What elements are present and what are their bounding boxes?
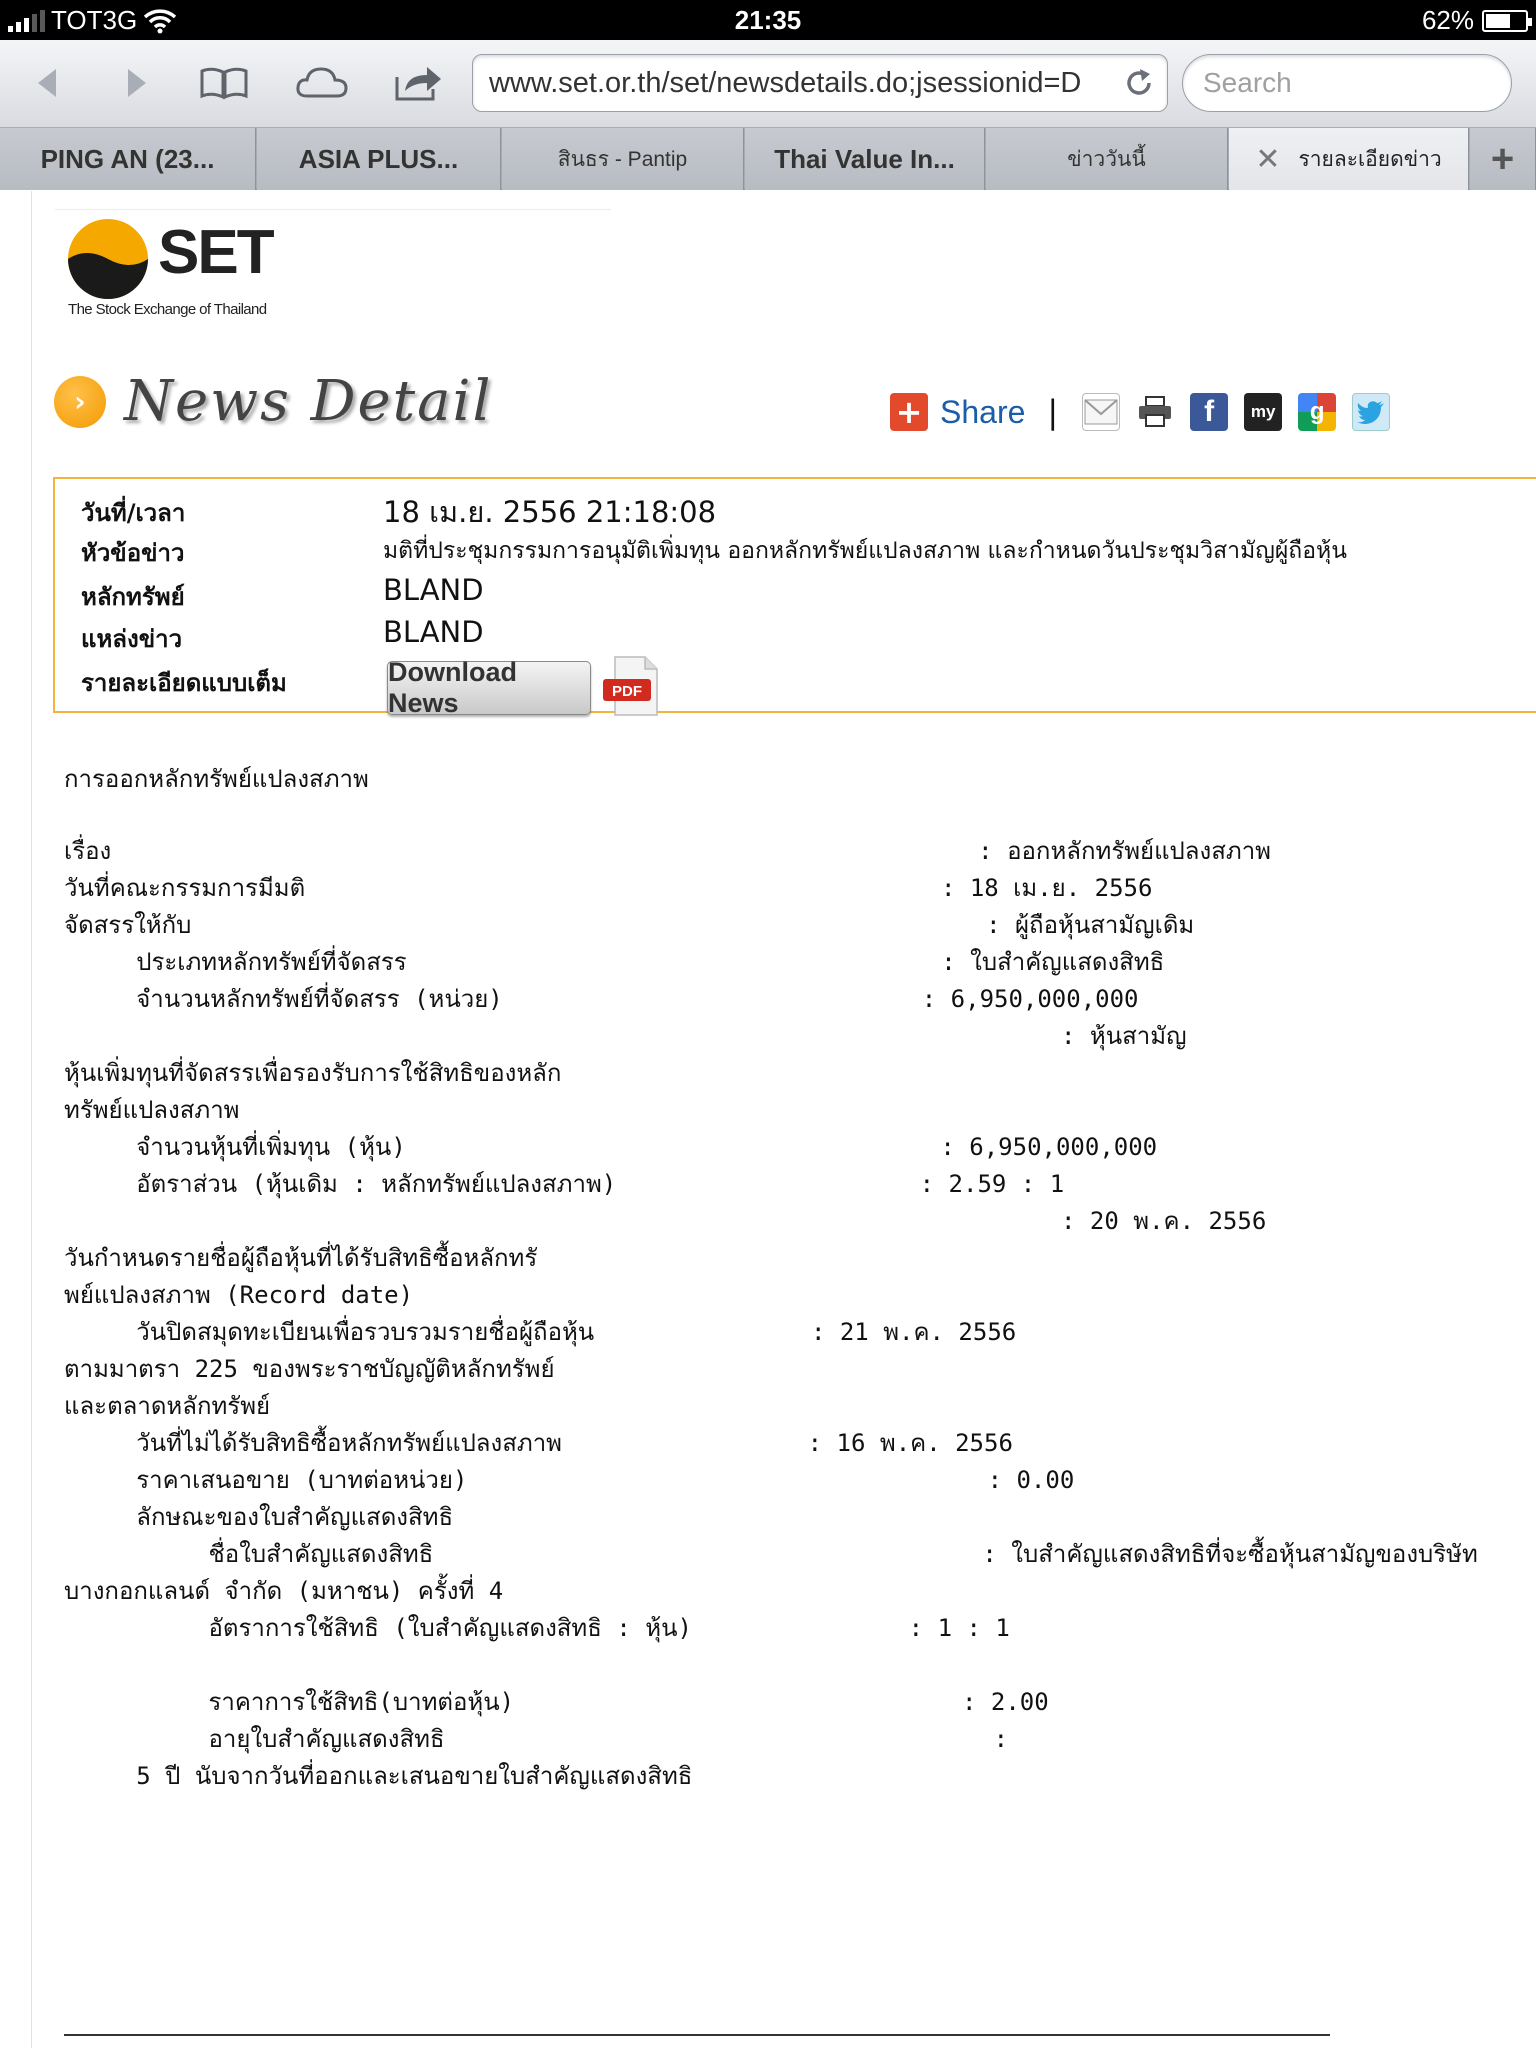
info-value: BLAND: [383, 615, 484, 649]
share-bar: [890, 393, 1398, 431]
email-icon[interactable]: [1082, 393, 1120, 431]
body-line: วันที่ไม่ได้รับสิทธิซื้อหลักทรัพย์แปลงสภาพ : 16 พ.ค. 2556: [64, 1429, 1013, 1457]
body-line: บางกอกแลนด์ จำกัด (มหาชน) ครั้งที่ 4: [64, 1577, 504, 1605]
info-value: 18 เม.ย. 2556 21:18:08: [383, 495, 717, 529]
body-line: วันกำหนดรายชื่อผู้ถือหุ้นที่ได้รับสิทธิซื้อหลักทรั: [64, 1244, 538, 1272]
page-title: › News Detail: [54, 369, 492, 434]
print-icon[interactable]: [1136, 393, 1174, 431]
tab-bar: [0, 128, 1536, 190]
close-tab-icon[interactable]: ✕: [1255, 142, 1281, 176]
body-line: ชื่อใบสำคัญแสดงสิทธิ : ใบสำคัญแสดงสิทธิที่จะซื้อหุ้นสามัญของบริษัท: [64, 1540, 1478, 1568]
info-label: วันที่/เวลา: [81, 499, 186, 527]
share-separator: |: [1047, 393, 1059, 431]
status-bar: [0, 0, 1536, 40]
battery-area: [1422, 5, 1528, 36]
body-line: อัตราส่วน (หุ้นเดิม : หลักทรัพย์แปลงสภาพ) : 2.59 : 1: [64, 1170, 1065, 1198]
body-line: จัดสรรให้กับ : ผู้ถือหุ้นสามัญเดิม: [64, 911, 1195, 939]
set-logo[interactable]: [66, 217, 316, 327]
body-line: ประเภทหลักทรัพย์ที่จัดสรร : ใบสำคัญแสดงสิทธิ: [64, 948, 1165, 976]
forward-icon[interactable]: [108, 58, 164, 108]
info-label: หลักทรัพย์: [81, 583, 185, 611]
body-line: : หุ้นสามัญ: [64, 1022, 1187, 1050]
tab-news-detail[interactable]: ✕ รายละเอียดข่าว: [1229, 128, 1469, 190]
download-news-button[interactable]: Download News: [387, 661, 591, 715]
carrier-name: TOT3G: [51, 5, 138, 35]
body-line: จำนวนหุ้นที่เพิ่มทุน (หุ้น) : 6,950,000,000: [64, 1133, 1158, 1161]
back-icon[interactable]: [20, 58, 76, 108]
body-line: ทรัพย์แปลงสภาพ: [64, 1096, 240, 1124]
body-line: และตลาดหลักทรัพย์: [64, 1392, 271, 1420]
share-plus-icon[interactable]: +: [890, 393, 928, 431]
tab-thai-value[interactable]: Thai Value In...: [745, 128, 985, 190]
bookmarks-icon[interactable]: [196, 58, 252, 108]
news-info-box: [53, 477, 1536, 718]
browser-toolbar: [0, 40, 1536, 128]
body-line: อายุใบสำคัญแสดงสิทธิ :: [64, 1725, 1009, 1753]
divider: [55, 209, 611, 210]
share-link[interactable]: Share: [940, 393, 1026, 430]
google-icon[interactable]: g: [1298, 393, 1336, 431]
new-tab-button[interactable]: +: [1470, 128, 1536, 190]
set-logo-mark-icon: [66, 217, 150, 301]
body-line: ราคาเสนอขาย (บาทต่อหน่วย) : 0.00: [64, 1466, 1075, 1494]
body-line: อัตราการใช้สิทธิ (ใบสำคัญแสดงสิทธิ : หุ้น) : 1 : 1: [64, 1614, 1010, 1642]
body-line: ราคาการใช้สิทธิ(บาทต่อหุ้น) : 2.00: [64, 1688, 1049, 1716]
set-tagline: The Stock Exchange of Thailand: [68, 301, 267, 318]
search-input[interactable]: Search: [1182, 54, 1512, 112]
info-value: BLAND: [383, 573, 484, 607]
share-sheet-icon[interactable]: [390, 58, 446, 108]
pdf-icon[interactable]: [601, 655, 663, 717]
tab-ping-an[interactable]: PING AN (23...: [0, 128, 256, 190]
info-label: หัวข้อข่าว: [81, 539, 185, 567]
body-line: หุ้นเพิ่มทุนที่จัดสรรเพื่อรองรับการใช้สิทธิของหลัก: [64, 1059, 562, 1087]
body-line: การออกหลักทรัพย์แปลงสภาพ: [64, 765, 369, 793]
info-label: รายละเอียดแบบเต็ม: [81, 669, 287, 697]
clock: 21:35: [734, 5, 802, 35]
icloud-icon[interactable]: [294, 58, 350, 108]
body-line: 5 ปี นับจากวันที่ออกและเสนอขายใบสำคัญแสดงสิทธิ: [64, 1762, 693, 1790]
body-line: จำนวนหลักทรัพย์ที่จัดสรร (หน่วย) : 6,950,000,000: [64, 985, 1139, 1013]
tab-asia-plus[interactable]: ASIA PLUS...: [257, 128, 501, 190]
address-bar[interactable]: [472, 54, 1168, 112]
battery-percent: 62%: [1421, 5, 1474, 35]
body-line: เรื่อง : ออกหลักทรัพย์แปลงสภาพ: [64, 837, 1271, 865]
twitter-icon[interactable]: [1352, 393, 1390, 431]
reload-icon[interactable]: [1121, 65, 1157, 101]
set-wordmark: SET: [158, 218, 273, 287]
info-label: แหล่งข่าว: [81, 625, 183, 653]
body-line: วันที่คณะกรรมการมีมติ : 18 เม.ย. 2556: [64, 874, 1153, 902]
info-value: มติที่ประชุมกรรมการอนุมัติเพิ่มทุน ออกหลักทรัพย์แปลงสภาพ และกำหนดวันประชุมวิสามัญผู้ถือหุ้น: [383, 538, 1347, 564]
arrow-bullet-icon: ›: [54, 376, 106, 428]
body-line: : 20 พ.ค. 2556: [64, 1207, 1267, 1235]
pdf-label: PDF: [612, 683, 642, 700]
body-line: พย์แปลงสภาพ (Record date): [64, 1281, 414, 1309]
tab-pantip[interactable]: สินธร - Pantip: [502, 128, 744, 190]
battery-icon: [1482, 10, 1528, 32]
body-line: วันปิดสมุดทะเบียนเพื่อรวบรวมรายชื่อผู้ถือหุ้น : 21 พ.ค. 2556: [64, 1318, 1017, 1346]
page-border: [31, 191, 32, 2048]
body-line: ลักษณะของใบสำคัญแสดงสิทธิ: [64, 1503, 454, 1531]
footer-divider: [64, 2034, 1330, 2036]
url-text: www.set.or.th/set/newsdetails.do;jsessionid=D: [489, 67, 1082, 99]
facebook-icon[interactable]: f: [1190, 393, 1228, 431]
web-page: [0, 191, 1536, 2048]
myspace-icon[interactable]: my: [1244, 393, 1282, 431]
body-line: ตามมาตรา 225 ของพระราชบัญญัติหลักทรัพย์: [64, 1355, 555, 1383]
tab-news-today[interactable]: ข่าววันนี้: [986, 128, 1228, 190]
